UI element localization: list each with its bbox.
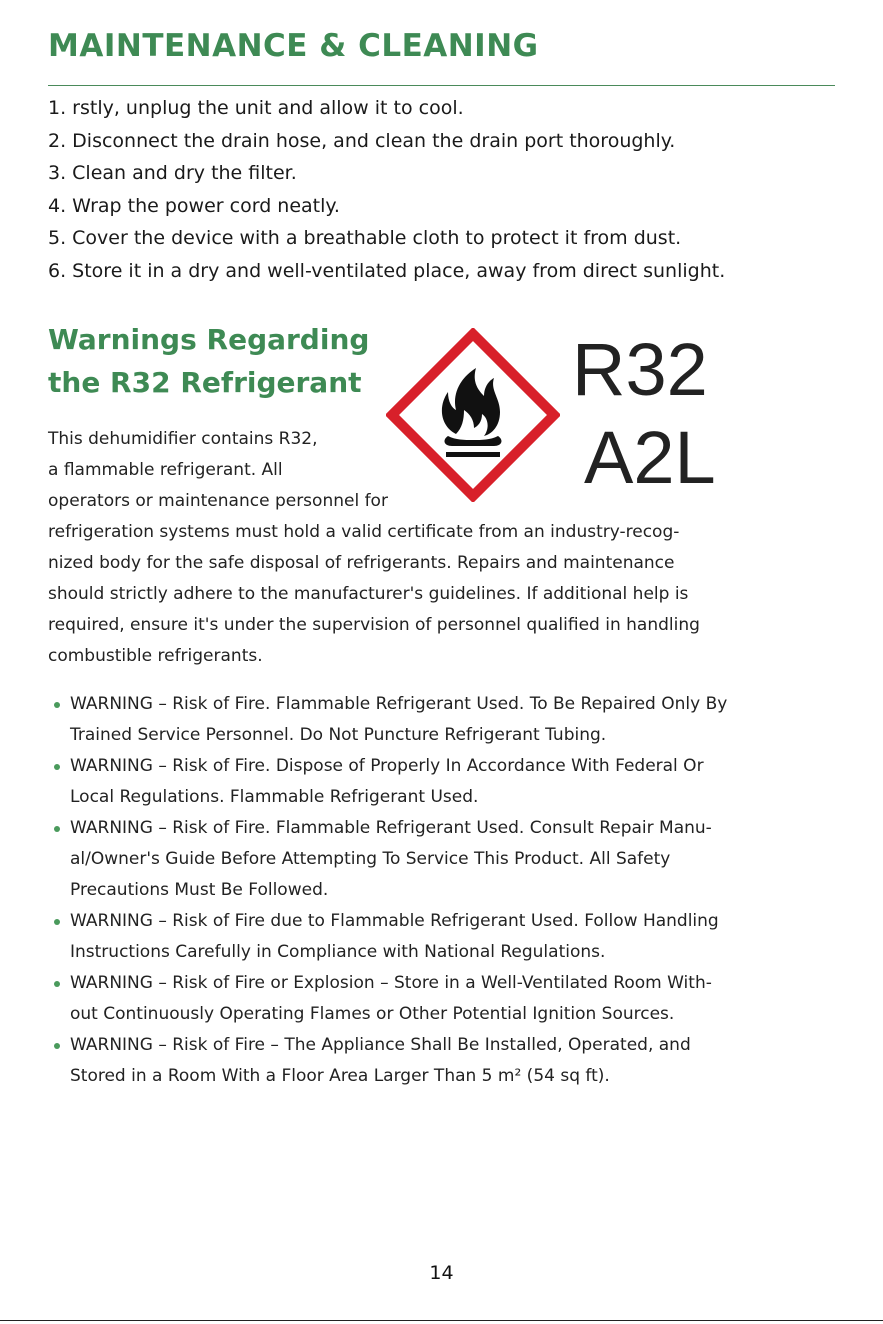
page-number: 14 bbox=[429, 1262, 454, 1284]
maintenance-step: 6. Store it in a dry and well-ventilated place, away from direct sunlight. bbox=[48, 259, 726, 282]
intro-line: refrigeration systems must hold a valid certificate from an industry-recog- bbox=[48, 522, 680, 542]
intro-line: operators or maintenance personnel for bbox=[48, 491, 388, 511]
intro-line: This dehumidifier contains R32, bbox=[48, 429, 318, 449]
warning-line: Stored in a Room With a Floor Area Larger Than 5 m² (54 sq ft). bbox=[70, 1066, 610, 1086]
warning-line: Local Regulations. Flammable Refrigerant Used. bbox=[70, 787, 479, 807]
warning-line: WARNING – Risk of Fire or Explosion – Store in a Well-Ventilated Room With- bbox=[70, 973, 712, 993]
intro-line: required, ensure it's under the supervision of personnel qualified in handling bbox=[48, 615, 700, 635]
maintenance-step: 3. Clean and dry the filter. bbox=[48, 162, 297, 184]
refrigerant-code: R32 bbox=[572, 328, 708, 411]
bullet-icon bbox=[54, 919, 60, 925]
intro-line: a flammable refrigerant. All bbox=[48, 460, 283, 480]
maintenance-step: 1. rstly, unplug the unit and allow it to cool. bbox=[48, 97, 464, 119]
warning-item bbox=[48, 813, 727, 906]
bullet-icon bbox=[54, 1043, 60, 1049]
warning-line: Instructions Carefully in Compliance with National Regulations. bbox=[70, 942, 606, 962]
intro-line: nized body for the safe disposal of refrigerants. Repairs and maintenance bbox=[48, 553, 675, 573]
warnings-intro bbox=[48, 424, 700, 672]
warning-item bbox=[48, 968, 727, 1030]
warning-line: al/Owner's Guide Before Attempting To Service This Product. All Safety bbox=[70, 849, 671, 869]
warning-line: WARNING – Risk of Fire. Flammable Refrigerant Used. Consult Repair Manu- bbox=[70, 818, 712, 838]
warning-list bbox=[48, 689, 727, 1092]
intro-line: combustible refrigerants. bbox=[48, 646, 263, 666]
warning-line: Precautions Must Be Followed. bbox=[70, 880, 329, 900]
warning-line: Trained Service Personnel. Do Not Puncture Refrigerant Tubing. bbox=[70, 725, 607, 745]
warning-item bbox=[48, 751, 727, 813]
warning-item bbox=[48, 906, 727, 968]
maintenance-step: 5. Cover the device with a breathable cloth to protect it from dust. bbox=[48, 227, 682, 249]
warnings-heading bbox=[48, 318, 369, 404]
heading-divider bbox=[48, 85, 835, 86]
bullet-icon bbox=[54, 702, 60, 708]
warning-line: WARNING – Risk of Fire. Flammable Refrigerant Used. To Be Repaired Only By bbox=[70, 694, 728, 714]
bullet-icon bbox=[54, 764, 60, 770]
maintenance-heading: MAINTENANCE & CLEANING bbox=[48, 28, 539, 64]
warning-line: WARNING – Risk of Fire due to Flammable Refrigerant Used. Follow Handling bbox=[70, 911, 719, 931]
warning-line: WARNING – Risk of Fire. Dispose of Properly In Accordance With Federal Or bbox=[70, 756, 704, 776]
warning-item bbox=[48, 689, 727, 751]
maintenance-step: 4. Wrap the power cord neatly. bbox=[48, 194, 340, 217]
bullet-icon bbox=[54, 826, 60, 832]
maintenance-steps bbox=[48, 92, 725, 287]
maintenance-step: 2. Disconnect the drain hose, and clean the drain port thoroughly. bbox=[48, 129, 676, 152]
warnings-heading-line: the R32 Refrigerant bbox=[48, 366, 362, 399]
warning-line: out Continuously Operating Flames or Other Potential Ignition Sources. bbox=[70, 1004, 675, 1024]
intro-line: should strictly adhere to the manufacturer's guidelines. If additional help is bbox=[48, 584, 689, 604]
safety-class-code: A2L bbox=[584, 416, 716, 499]
warning-item bbox=[48, 1030, 727, 1092]
bullet-icon bbox=[54, 981, 60, 987]
warnings-heading-line: Warnings Regarding bbox=[48, 323, 370, 356]
warning-line: WARNING – Risk of Fire – The Appliance Shall Be Installed, Operated, and bbox=[70, 1035, 691, 1055]
page-bottom-rule bbox=[0, 1320, 883, 1321]
